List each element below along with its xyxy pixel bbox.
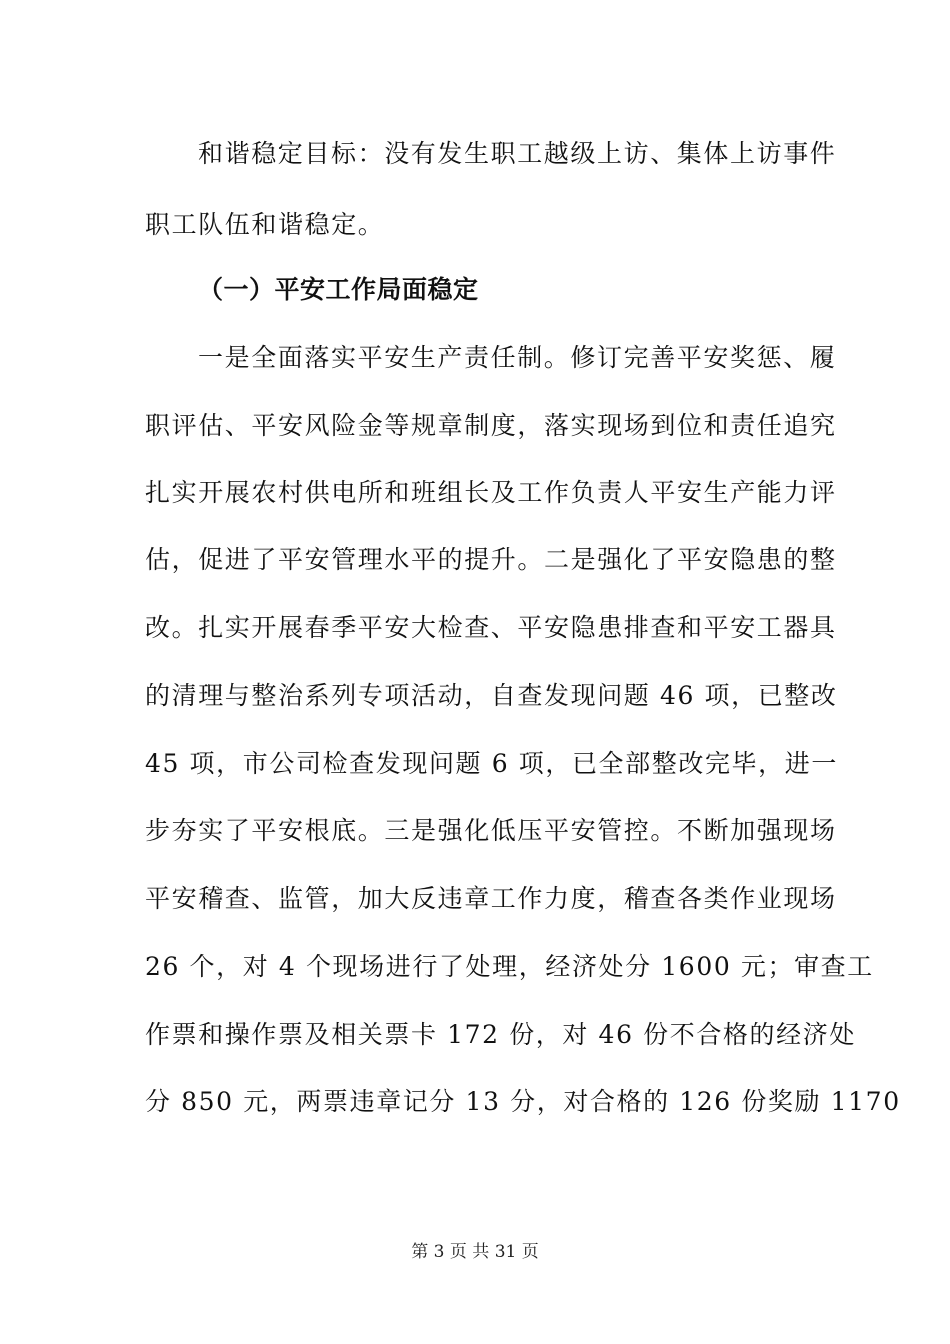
paragraph-line: 一是全面落实平安生产责任制。修订完善平安奖惩、履 [198, 343, 837, 372]
paragraph-line: 26 个，对 4 个现场进行了处理，经济处分 1600 元；审查工 [145, 952, 874, 981]
paragraph-line: 步夯实了平安根底。三是强化低压平安管控。不断加强现场 [145, 816, 837, 845]
paragraph-line: 和谐稳定目标：没有发生职工越级上访、集体上访事件 [198, 139, 837, 168]
section-heading: （一）平安工作局面稳定 [198, 275, 479, 304]
paragraph-line: 职评估、平安风险金等规章制度，落实现场到位和责任追究 [145, 411, 837, 440]
paragraph-line: 扎实开展农村供电所和班组长及工作负责人平安生产能力评 [145, 478, 837, 507]
paragraph-line: 作票和操作票及相关票卡 172 份，对 46 份不合格的经济处 [145, 1020, 856, 1049]
paragraph-line: 45 项，市公司检查发现问题 6 项，已全部整改完毕，进一 [145, 749, 838, 778]
paragraph-line: 职工队伍和谐稳定。 [145, 210, 385, 239]
paragraph-line: 估，促进了平安管理水平的提升。二是强化了平安隐患的整 [145, 545, 837, 574]
paragraph-line: 平安稽查、监管，加大反违章工作力度，稽查各类作业现场 [145, 884, 837, 913]
page-footer: 第 3 页 共 31 页 [411, 1242, 539, 1262]
paragraph-line: 改。扎实开展春季平安大检查、平安隐患排查和平安工器具 [145, 613, 837, 642]
paragraph-line: 分 850 元，两票违章记分 13 分，对合格的 126 份奖励 1170 [145, 1087, 901, 1116]
paragraph-line: 的清理与整治系列专项活动，自查发现问题 46 项，已整改 [145, 681, 838, 710]
